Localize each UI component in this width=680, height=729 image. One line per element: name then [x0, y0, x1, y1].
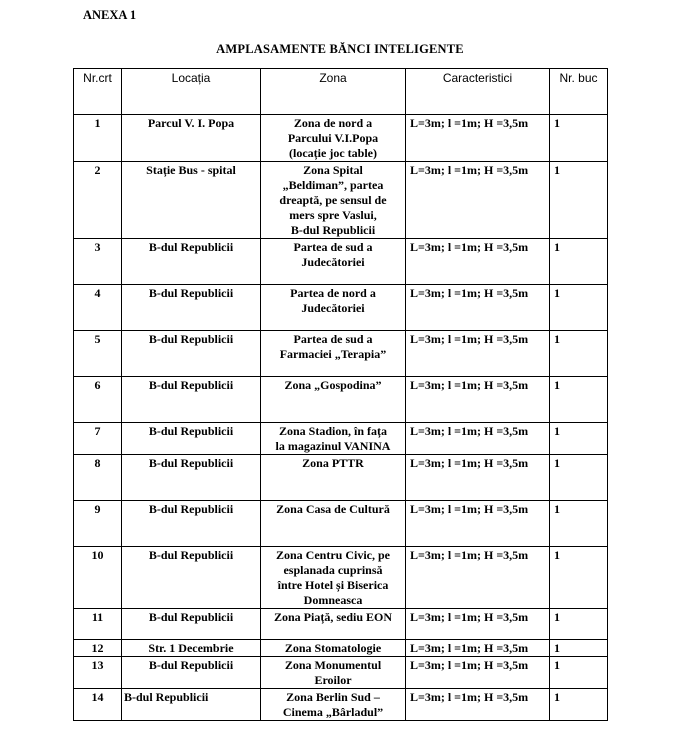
document-title: AMPLASAMENTE BĂNCI INTELIGENTE [216, 42, 464, 56]
cell-locatia: B-dul Republicii [122, 285, 261, 331]
table-row [74, 377, 608, 423]
table-header-row [74, 69, 608, 115]
cell-caracteristici: L=3m; l =1m; H =3,5m [406, 377, 550, 423]
zona-line: Zona Piață, sediu EON [273, 610, 393, 624]
cell-nr-buc: 1 [550, 455, 608, 501]
cell-caracteristici: L=3m; l =1m; H =3,5m [406, 239, 550, 285]
cell-nr: 3 [74, 239, 122, 285]
table-row [74, 115, 608, 162]
zona-line: Zona Stomatologie [284, 641, 382, 655]
cell-caracteristici: L=3m; l =1m; H =3,5m [406, 162, 550, 239]
zona-line: Partea de sud a [293, 332, 373, 346]
cell-nr: 13 [74, 657, 122, 689]
zona-line: Zona Berlin Sud – [286, 690, 380, 704]
table-row [74, 609, 608, 640]
cell-zona [261, 285, 406, 331]
cell-zona [261, 689, 406, 721]
cell-nr: 5 [74, 331, 122, 377]
header-caracteristici: Caracteristici [406, 69, 550, 115]
table-row [74, 657, 608, 689]
benches-table [73, 68, 608, 721]
cell-zona [261, 657, 406, 689]
cell-locatia: Str. 1 Decembrie [122, 640, 261, 657]
cell-nr: 4 [74, 285, 122, 331]
table-row [74, 285, 608, 331]
cell-caracteristici: L=3m; l =1m; H =3,5m [406, 501, 550, 547]
table-row [74, 501, 608, 547]
cell-zona [261, 115, 406, 162]
annex-label: ANEXA 1 [83, 8, 137, 22]
cell-locatia: B-dul Republicii [122, 423, 261, 455]
zona-line: „Beldiman”, partea [282, 178, 384, 192]
cell-zona [261, 331, 406, 377]
cell-locatia: B-dul Republicii [122, 331, 261, 377]
cell-caracteristici: L=3m; l =1m; H =3,5m [406, 547, 550, 609]
zona-line: Zona PTTR [302, 456, 364, 470]
cell-caracteristici: L=3m; l =1m; H =3,5m [406, 689, 550, 721]
cell-nr-buc: 1 [550, 239, 608, 285]
cell-zona [261, 609, 406, 640]
table-row [74, 547, 608, 609]
zona-line: Zona Centru Civic, pe [276, 548, 390, 562]
table-row [74, 162, 608, 239]
cell-locatia: B-dul Republicii [122, 501, 261, 547]
cell-caracteristici: L=3m; l =1m; H =3,5m [406, 657, 550, 689]
cell-nr-buc: 1 [550, 115, 608, 162]
zona-line: esplanada cuprinsă [283, 563, 383, 577]
cell-nr-buc: 1 [550, 331, 608, 377]
zona-line: Zona Stadion, în fața [278, 424, 388, 438]
cell-nr-buc: 1 [550, 640, 608, 657]
cell-caracteristici: L=3m; l =1m; H =3,5m [406, 455, 550, 501]
cell-caracteristici: L=3m; l =1m; H =3,5m [406, 331, 550, 377]
zona-line: între Hotel și Biserica [277, 578, 389, 592]
cell-locatia: B-dul Republicii [122, 657, 261, 689]
cell-caracteristici: L=3m; l =1m; H =3,5m [406, 285, 550, 331]
zona-line: Farmaciei „Terapia” [279, 347, 387, 361]
cell-zona [261, 239, 406, 285]
cell-locatia: B-dul Republicii [122, 377, 261, 423]
table-row [74, 331, 608, 377]
table-row [74, 455, 608, 501]
cell-locatia: B-dul Republicii [122, 455, 261, 501]
cell-nr: 14 [74, 689, 122, 721]
cell-zona [261, 162, 406, 239]
zona-line: Judecătoriei [301, 301, 365, 315]
cell-nr-buc: 1 [550, 501, 608, 547]
zona-line: Parcului V.I.Popa [287, 131, 379, 145]
cell-nr: 9 [74, 501, 122, 547]
zona-line: Zona de nord a [293, 116, 373, 130]
cell-nr: 2 [74, 162, 122, 239]
zona-line: B-dul Republicii [290, 223, 376, 237]
cell-locatia: B-dul Republicii [122, 239, 261, 285]
zona-line: Zona Spital [303, 163, 363, 177]
zona-line: dreaptă, pe sensul de [279, 193, 387, 207]
zona-line: Zona Monumentul [284, 658, 382, 672]
zona-line: Cinema „Bârladul” [282, 705, 384, 719]
cell-nr: 8 [74, 455, 122, 501]
cell-nr: 6 [74, 377, 122, 423]
zona-line: Zona „Gospodina” [284, 378, 382, 392]
cell-nr-buc: 1 [550, 657, 608, 689]
cell-locatia: B-dul Republicii [122, 547, 261, 609]
zona-line: Zona Casa de Cultură [276, 502, 390, 516]
cell-nr: 1 [74, 115, 122, 162]
table-row [74, 239, 608, 285]
zona-line: mers spre Vaslui, [289, 208, 377, 222]
cell-zona [261, 377, 406, 423]
table-row [74, 640, 608, 657]
cell-zona [261, 501, 406, 547]
zona-line: Partea de nord a [290, 286, 376, 300]
cell-nr-buc: 1 [550, 689, 608, 721]
cell-nr-buc: 1 [550, 423, 608, 455]
cell-nr: 12 [74, 640, 122, 657]
cell-nr: 7 [74, 423, 122, 455]
cell-nr-buc: 1 [550, 377, 608, 423]
header-nr-buc: Nr. buc [550, 69, 608, 115]
header-locatia: Locația [122, 69, 261, 115]
zona-line: (locație joc table) [289, 146, 377, 160]
zona-line: Eroilor [314, 673, 352, 687]
cell-zona [261, 547, 406, 609]
zona-line: Judecătoriei [301, 255, 365, 269]
header-nr: Nr.crt [74, 69, 122, 115]
table-row [74, 423, 608, 455]
cell-nr-buc: 1 [550, 547, 608, 609]
header-zona: Zona [261, 69, 406, 115]
cell-caracteristici: L=3m; l =1m; H =3,5m [406, 640, 550, 657]
zona-line: Partea de sud a [293, 240, 373, 254]
table-row [74, 689, 608, 721]
cell-nr: 11 [74, 609, 122, 640]
cell-nr: 10 [74, 547, 122, 609]
cell-locatia: Stație Bus - spital [122, 162, 261, 239]
cell-locatia: B-dul Republicii [122, 609, 261, 640]
cell-locatia: B-dul Republicii [122, 689, 261, 721]
cell-caracteristici: L=3m; l =1m; H =3,5m [406, 115, 550, 162]
cell-caracteristici: L=3m; l =1m; H =3,5m [406, 423, 550, 455]
zona-line: la magazinul VANINA [275, 439, 391, 453]
cell-nr-buc: 1 [550, 285, 608, 331]
zona-line: Domneasca [303, 593, 363, 607]
cell-zona [261, 455, 406, 501]
cell-nr-buc: 1 [550, 162, 608, 239]
cell-zona [261, 423, 406, 455]
cell-locatia: Parcul V. I. Popa [122, 115, 261, 162]
cell-caracteristici: L=3m; l =1m; H =3,5m [406, 609, 550, 640]
cell-nr-buc: 1 [550, 609, 608, 640]
cell-zona [261, 640, 406, 657]
